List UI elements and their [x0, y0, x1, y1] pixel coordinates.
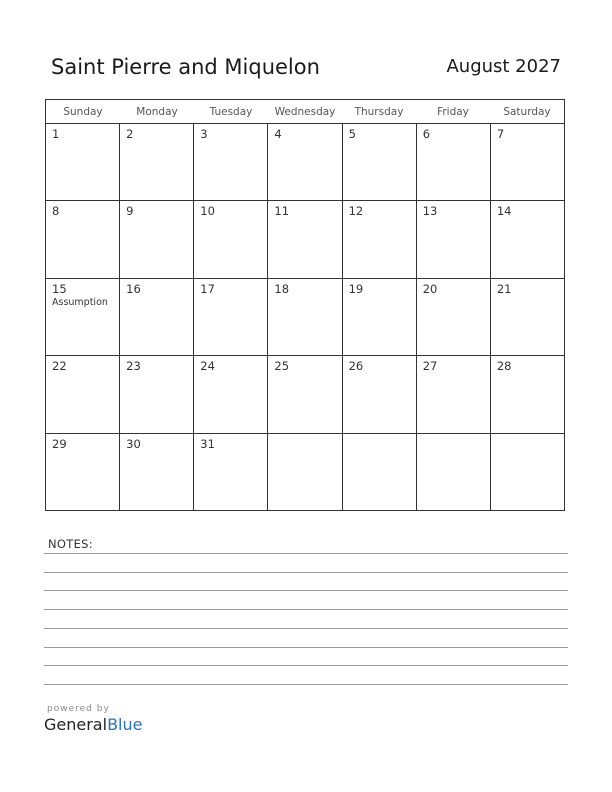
day-cell-10 [194, 201, 268, 277]
weekday-header-row [46, 100, 564, 124]
day-cell-29 [46, 434, 120, 510]
day-number: 4 [274, 127, 282, 141]
weekday-tuesday: Tuesday [209, 106, 253, 118]
day-number: 8 [52, 204, 60, 219]
day-cell-31 [194, 434, 268, 510]
day-cell-23 [120, 356, 194, 432]
weekday-saturday: Saturday [503, 106, 551, 118]
country-title: Saint Pierre and Miquelon [51, 55, 320, 79]
month-year-title: August 2027 [446, 56, 561, 77]
note-line [44, 628, 568, 629]
day-number: 30 [126, 436, 141, 451]
day-number: 13 [422, 204, 438, 219]
day-cell-3 [194, 124, 268, 200]
day-number: 1 [52, 127, 60, 141]
day-number: 16 [126, 281, 141, 296]
day-cell-2 [120, 124, 194, 200]
note-line [44, 590, 568, 591]
day-number: 12 [348, 204, 364, 219]
note-line [44, 647, 568, 648]
day-number: 21 [496, 281, 512, 296]
calendar-week-row [46, 279, 564, 356]
day-number: 10 [200, 204, 215, 219]
day-cell-empty [491, 434, 564, 510]
day-cell-8 [46, 201, 120, 277]
day-number: 6 [422, 127, 431, 141]
day-cell-27 [417, 356, 491, 432]
day-number: 22 [52, 359, 67, 374]
day-cell-15 [46, 279, 120, 355]
calendar-grid [45, 99, 565, 511]
weekday-thursday: Thursday [354, 106, 404, 118]
day-number: 18 [274, 281, 290, 296]
day-number: 28 [496, 359, 512, 374]
weekday-friday: Friday [437, 106, 469, 118]
day-number: 20 [422, 281, 438, 296]
calendar-week-row [46, 434, 564, 510]
generalblue-logo [44, 704, 142, 734]
day-cell-28 [491, 356, 564, 432]
day-cell-26 [343, 356, 417, 432]
day-cell-5 [343, 124, 417, 200]
day-number: 17 [200, 281, 215, 296]
brand-name [44, 715, 142, 734]
calendar-week-row [46, 124, 564, 201]
notes-label: NOTES: [48, 537, 93, 551]
holiday-label: Assumption [52, 296, 108, 308]
weekday-sunday: Sunday [63, 106, 103, 118]
day-number: 24 [200, 359, 215, 374]
day-cell-19 [343, 279, 417, 355]
day-cell-20 [417, 279, 491, 355]
day-number: 15 [52, 281, 67, 296]
day-number: 2 [126, 127, 134, 141]
note-line [44, 572, 568, 573]
day-number: 25 [274, 359, 290, 374]
day-cell-21 [491, 279, 564, 355]
day-cell-14 [491, 201, 564, 277]
note-line [44, 609, 568, 610]
day-number: 11 [274, 204, 290, 219]
day-cell-24 [194, 356, 268, 432]
brand-general-text: General [44, 715, 108, 734]
day-cell-16 [120, 279, 194, 355]
day-number: 23 [126, 359, 141, 374]
calendar-week-row [46, 356, 564, 433]
day-cell-25 [268, 356, 342, 432]
day-cell-6 [417, 124, 491, 200]
day-cell-empty [343, 434, 417, 510]
day-number: 29 [52, 436, 67, 451]
day-number: 26 [348, 359, 364, 374]
day-cell-11 [268, 201, 342, 277]
brand-blue-text: Blue [107, 715, 143, 734]
day-cell-22 [46, 356, 120, 432]
day-number: 27 [422, 359, 438, 374]
day-cell-18 [268, 279, 342, 355]
note-line [44, 684, 568, 685]
day-number: 31 [200, 436, 215, 451]
day-cell-1 [46, 124, 120, 200]
day-cell-30 [120, 434, 194, 510]
day-number: 5 [348, 127, 356, 141]
note-line [44, 665, 568, 666]
day-cell-4 [268, 124, 342, 200]
day-number: 7 [496, 127, 505, 141]
day-number: 19 [348, 281, 364, 296]
note-line [44, 553, 568, 554]
day-number: 3 [200, 127, 208, 141]
weekday-wednesday: Wednesday [274, 106, 336, 118]
day-cell-empty [417, 434, 491, 510]
day-cell-7 [491, 124, 564, 200]
weekday-monday: Monday [136, 106, 178, 118]
calendar-weeks [46, 124, 564, 510]
day-number: 9 [126, 204, 134, 219]
calendar-week-row [46, 201, 564, 278]
day-cell-17 [194, 279, 268, 355]
powered-by-text: powered by [47, 704, 110, 714]
day-cell-9 [120, 201, 194, 277]
day-cell-empty [268, 434, 342, 510]
day-cell-13 [417, 201, 491, 277]
day-number: 14 [496, 204, 512, 219]
day-cell-12 [343, 201, 417, 277]
